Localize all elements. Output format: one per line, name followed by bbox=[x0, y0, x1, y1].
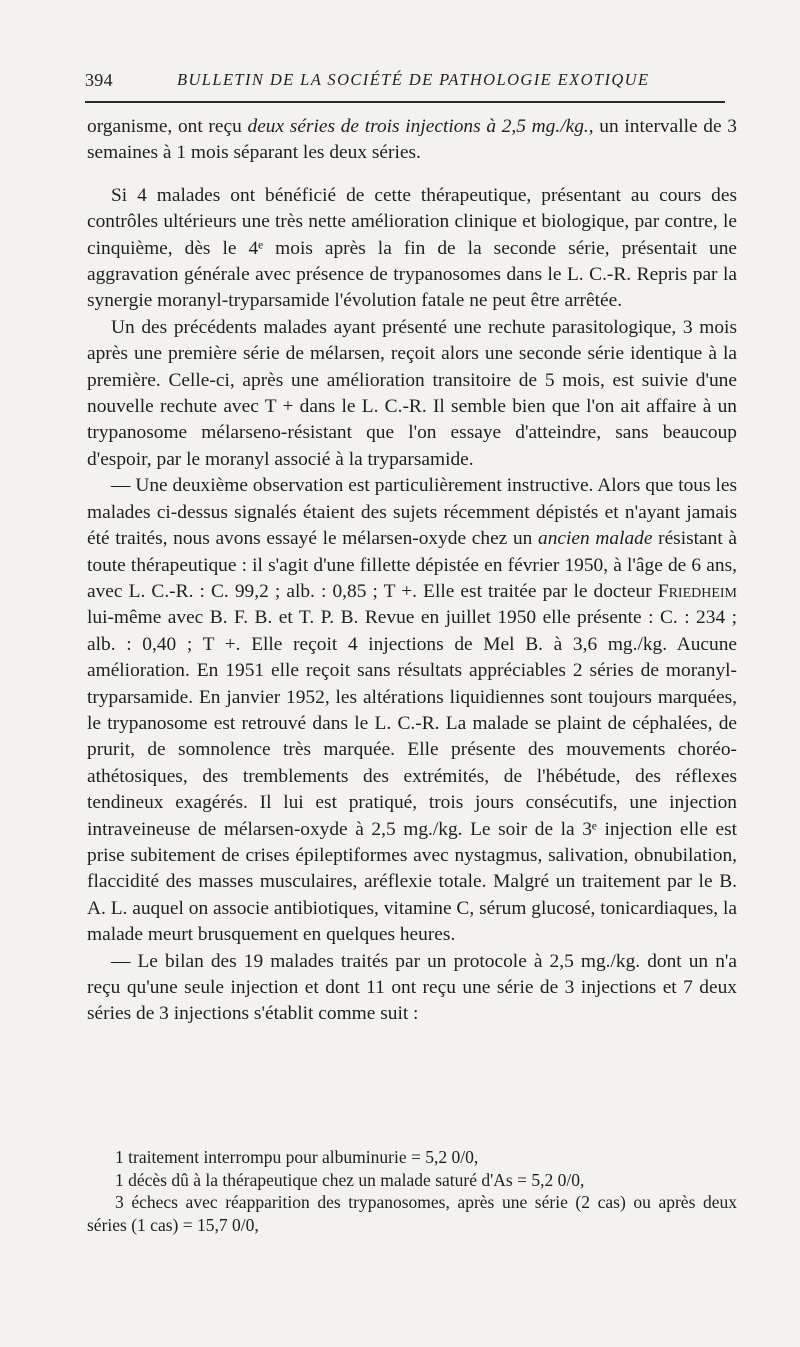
results-list bbox=[87, 1146, 737, 1236]
paragraph-5 bbox=[87, 949, 737, 1028]
paragraph-4 bbox=[87, 473, 737, 948]
paragraph-3 bbox=[87, 315, 737, 473]
body-text bbox=[87, 114, 737, 1028]
running-head: BULLETIN DE LA SOCIÉTÉ DE PATHOLOGIE EXOTIQUE bbox=[177, 70, 650, 89]
paragraph-text: — Le bilan des 19 malades traités par un protocole à 2,5 mg./kg. dont un n'a reçu qu'une seule injection et dont 11 ont reçu une série de 3 injections et 7 deux séries de 3 injections s'établit comme suit : bbox=[87, 950, 737, 1025]
header-rule bbox=[85, 101, 725, 103]
paragraph-text: — Une deuxième observation est particulièrement instructive. Alors que tous les malades ci-dessus signalés étaient des sujets récemment dépistés et n'ayant jamais été traités, nous avons essayé le mélarsen-oxyde chez un bbox=[87, 475, 737, 550]
paragraph-2 bbox=[87, 183, 737, 315]
paragraph-text: , un intervalle de 3 semaines à 1 mois séparant les deux séries. bbox=[87, 116, 737, 164]
paragraph-text: résistant à toute thérapeutique : il s'agit d'une fillette dépistée en février 1950, à l'âge de 6 ans, avec L. C.-R. : C. 99,2 ; alb. : 0,85 ; T +. Elle est traitée par le docteur bbox=[87, 528, 738, 602]
paragraph-1 bbox=[87, 114, 737, 167]
paragraph-text: Si 4 malades ont bénéficié de cette thérapeutique, présentant au cours des contrôles ultérieurs une très nette amélioration clinique et biologique, par contre, le cinquième, dès le 4ᵉ mois après la fin de la seconde série, présentait une aggravation générale avec présence de trypanosomes dans le L. C.-R. Repris par la synergie moranyl-tryparsamide l'évolution fatale ne peut être arrêtée. bbox=[87, 184, 737, 312]
paragraph-text: organisme, ont reçu bbox=[87, 116, 248, 137]
list-item: 3 échecs avec réapparition des trypanosomes, après une série (2 cas) ou après deux séries (1 cas) = 15,7 0/0, bbox=[87, 1192, 737, 1235]
page-header bbox=[85, 70, 725, 100]
author-name: Friedheim bbox=[657, 580, 737, 602]
paragraph-text: lui-même avec B. F. B. et T. P. B. Revue en juillet 1950 elle présente : C. : 234 ; alb. : 0,40 ; T +. Elle reçoit 4 injections de Mel B. à 3,6 mg./kg. Aucune amélioration. En 1951 elle reçoit sans résultats appréciables 2 séries de moranyl-tryparsamide. En janvier 1952, les altérations liquidiennes sont toujours marquées, le trypanosome est retrouvé dans le L. C.-R. La malade se plaint de céphalées, de prurit, de somnolence très marquée. Elle présente des mouvements choréo-athétosiques, des tremblements des extrémités, de l'hébétude, des réflexes tendineux exagérés. Il lui est pratiqué, trois jours consécutifs, une injection intraveineuse de mélarsen-oxyde à 2,5 mg./kg. Le soir de la 3ᵉ injection elle est prise subitement de crises épileptiformes avec nystagmus, salivation, obnubilation, flaccidité des masses musculaires, aréflexie totale. Malgré un traitement par le B. A. L. auquel on associe antibiotiques, vitamine C, sérum glucosé, tonicardiaques, la malade meurt brusquement en quelques heures. bbox=[87, 607, 737, 946]
paragraph-text: Un des précédents malades ayant présenté une rechute parasitologique, 3 mois après une première série de mélarsen, reçoit alors une seconde série identique à la première. Celle-ci, après une amélioration transitoire de 5 mois, est suivie d'une nouvelle rechute avec T + dans le L. C.-R. Il semble bien que l'on ait affaire à un trypanosome mélarseno-résistant que l'on essaye d'atteindre, sans beaucoup d'espoir, par le moranyl associé à la tryparsamide. bbox=[87, 316, 737, 470]
list-item: 1 décès dû à la thérapeutique chez un malade saturé d'As = 5,2 0/0, bbox=[115, 1169, 585, 1190]
paragraph-emphasis: ancien malade bbox=[538, 528, 653, 550]
list-item: 1 traitement interrompu pour albuminurie = 5,2 0/0, bbox=[115, 1147, 479, 1167]
page-number: 394 bbox=[85, 70, 113, 90]
paragraph-emphasis: deux séries de trois injections à 2,5 mg./kg. bbox=[247, 116, 589, 137]
